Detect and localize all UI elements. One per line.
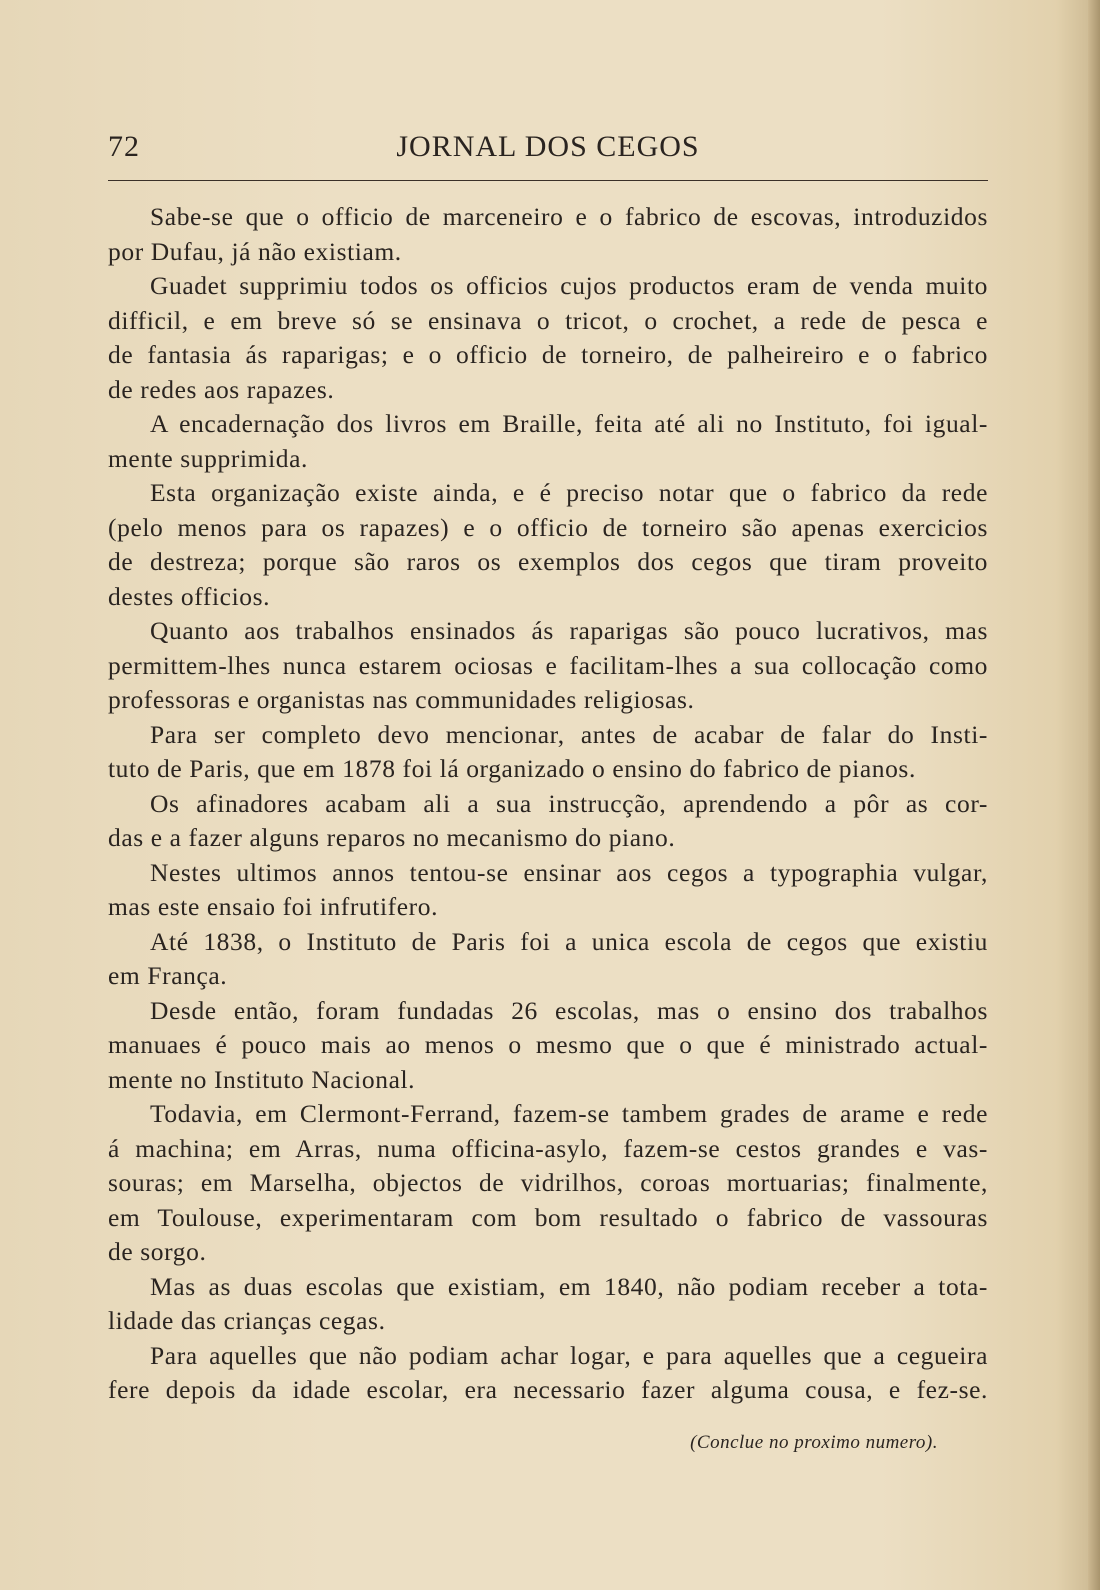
text-line: Mas as duas escolas que existiam, em 1840, não podiam receber a tota- (150, 1271, 988, 1301)
text-line: fere depois da idade escolar, era necessario fazer alguma cousa, e fez-se. (108, 1375, 988, 1404)
text-line: das e a fazer alguns reparos no mecanismo do piano. (108, 823, 676, 852)
text-line: souras; em Marselha, objectos de vidrilhos, coroas mortuarias; finalmente, (108, 1168, 988, 1197)
text-line: em França. (108, 961, 228, 990)
header-rule (108, 180, 988, 181)
journal-title: JORNAL DOS CEGOS (396, 130, 700, 163)
page-number: 72 (108, 130, 140, 163)
text-line: Os afinadores acabam ali a sua instrucção, aprendendo a pôr as cor- (150, 788, 988, 818)
text-line: de redes aos rapazes. (108, 374, 335, 404)
text-line: Até 1838, o Instituto de Paris foi a unica escola de cegos que existiu (150, 926, 988, 956)
text-line: A encadernação dos livros em Braille, feita até ali no Instituto, foi igual- (150, 409, 988, 438)
text-line: Para aquelles que não podiam achar logar, e para aquelles que a cegueira (150, 1340, 988, 1370)
text-line: Nestes ultimos annos tentou-se ensinar aos cegos a typographia vulgar, (150, 857, 988, 887)
text-line: (pelo menos para os rapazes) e o officio de torneiro são apenas exercicios (108, 512, 988, 542)
text-line: de destreza; porque são raros os exemplos dos cegos que tiram proveito (108, 547, 988, 576)
text-line: difficil, e em breve só se ensinava o tricot, o crochet, a rede de pesca e (108, 305, 988, 335)
text-line: Esta organização existe ainda, e é preciso notar que o fabrico da rede (150, 478, 988, 507)
page-edge (1088, 0, 1100, 1590)
text-line: Todavia, em Clermont-Ferrand, fazem-se tambem grades de arame e rede (150, 1099, 988, 1128)
text-line: mente supprimida. (108, 443, 308, 473)
text-line: permittem-lhes nunca estarem ociosas e facilitam-lhes a sua collocação como (108, 650, 988, 680)
text-line: por Dufau, já não existiam. (108, 236, 402, 266)
text-line: manuaes é pouco mais ao menos o mesmo que o que é ministrado actual- (108, 1030, 988, 1059)
text-line: de sorgo. (108, 1237, 207, 1266)
text-line: professoras e organistas nas communidades religiosas. (108, 685, 695, 714)
text-line: mente no Instituto Nacional. (108, 1064, 416, 1094)
text-line: em Toulouse, experimentaram com bom resultado o fabrico de vassouras (108, 1202, 988, 1232)
text-line: Para ser completo devo mencionar, antes de acabar de falar do Insti- (150, 719, 988, 749)
text-line: tuto de Paris, que em 1878 foi lá organizado o ensino do fabrico de pianos. (108, 754, 916, 783)
text-line: destes officios. (108, 581, 271, 611)
text-line: lidade das crianças cegas. (108, 1306, 386, 1335)
continuation-note: (Conclue no proximo numero). (690, 1432, 938, 1453)
running-header (108, 130, 988, 170)
text-line: Quanto aos trabalhos ensinados ás raparigas são pouco lucrativos, mas (150, 616, 988, 645)
article-body (108, 200, 988, 1408)
text-line: á machina; em Arras, numa officina-asylo, fazem-se cestos grandes e vas- (108, 1133, 988, 1163)
text-line: Desde então, foram fundadas 26 escolas, mas o ensino dos trabalhos (150, 995, 988, 1025)
text-line: de fantasia ás raparigas; e o officio de torneiro, de palheireiro e o fabrico (108, 340, 988, 369)
text-line: Sabe-se que o officio de marceneiro e o fabrico de escovas, introduzidos (150, 202, 988, 231)
text-line: mas este ensaio foi infrutifero. (108, 892, 439, 921)
text-line: Guadet supprimiu todos os officios cujos productos eram de venda muito (150, 271, 988, 300)
